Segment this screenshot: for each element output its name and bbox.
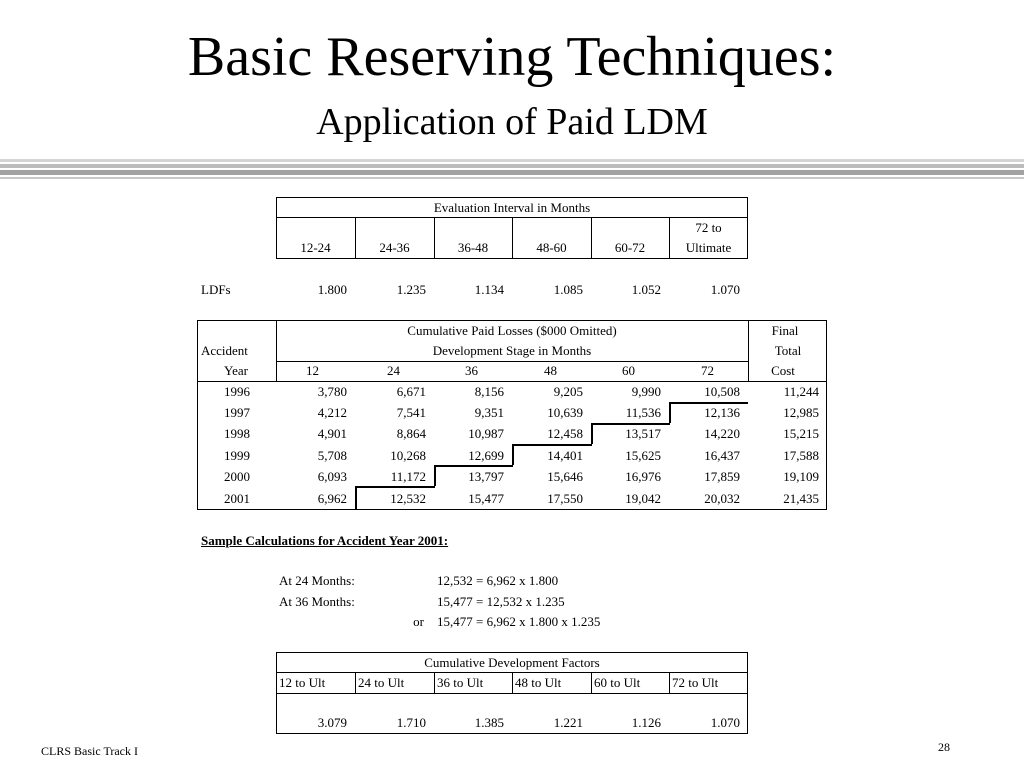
cell: 10,987 — [468, 426, 504, 441]
interval-column-last-line1: 72 to — [695, 220, 722, 235]
interval-column: 36-48 — [457, 240, 489, 255]
cell: 11,172 — [390, 469, 426, 484]
cell: 7,541 — [396, 405, 426, 420]
slide-title: Basic Reserving Techniques: — [187, 26, 837, 88]
final-cost-cell: 15,215 — [783, 426, 819, 441]
cdf-value: 1.710 — [396, 715, 426, 730]
final-cost-cell: 19,109 — [783, 469, 819, 484]
cdf-value: 1.385 — [474, 715, 504, 730]
row-year: 1997 — [224, 405, 250, 420]
cell: 6,962 — [317, 491, 347, 506]
cell: 19,042 — [625, 491, 661, 506]
cdf-column: 48 to Ult — [515, 675, 562, 690]
calc-formula: 15,477 = 12,532 x 1.235 — [437, 594, 565, 609]
interval-column: 12-24 — [300, 240, 331, 255]
cell: 10,268 — [390, 448, 426, 463]
row-year: 2000 — [224, 469, 250, 484]
evaluation-interval-header: Evaluation Interval in Months — [433, 200, 591, 215]
interval-column: 60-72 — [614, 240, 646, 255]
cell: 12,136 — [704, 405, 740, 420]
cell: 10,639 — [547, 405, 583, 420]
final-cost-cell: 11,244 — [783, 384, 819, 399]
cell: 12,699 — [468, 448, 504, 463]
cell: 9,990 — [631, 384, 661, 399]
page-number: 28 — [938, 740, 950, 754]
cdf-column: 72 to Ult — [672, 675, 719, 690]
interval-column: 48-60 — [536, 240, 567, 255]
cell: 4,212 — [317, 405, 347, 420]
cell: 9,351 — [474, 405, 504, 420]
cell: 11,536 — [625, 405, 661, 420]
cell: 17,859 — [704, 469, 740, 484]
triangle-header: Cumulative Paid Losses ($000 Omitted) — [407, 323, 617, 338]
row-year: 1996 — [224, 384, 250, 399]
cdf-column: 60 to Ult — [594, 675, 641, 690]
final-cost-cell: 17,588 — [783, 448, 819, 463]
ldf-value: 1.235 — [396, 282, 426, 297]
final-cost-cell: 12,985 — [783, 405, 819, 420]
interval-column: 24-36 — [379, 240, 410, 255]
cell: 5,708 — [317, 448, 347, 463]
final-cost-cell: 21,435 — [783, 491, 819, 506]
ldf-value: 1.052 — [631, 282, 661, 297]
ldf-value: 1.134 — [474, 282, 504, 297]
cell: 8,864 — [396, 426, 426, 441]
cdf-header: Cumulative Development Factors — [424, 655, 600, 670]
cell: 10,508 — [704, 384, 740, 399]
ldf-value: 1.085 — [553, 282, 583, 297]
cell: 16,437 — [704, 448, 740, 463]
cell: 3,780 — [317, 384, 347, 399]
calc-label: or — [413, 614, 424, 629]
final-cost-label: Final — [771, 323, 799, 338]
cell: 13,517 — [625, 426, 661, 441]
calc-formula: 15,477 = 6,962 x 1.800 x 1.235 — [437, 614, 601, 629]
cell: 4,901 — [317, 426, 347, 441]
cdf-value: 1.221 — [553, 715, 583, 730]
accident-year-label: Accident — [201, 343, 248, 358]
stage-label: 60 — [622, 363, 635, 378]
stage-label: 12 — [306, 363, 319, 378]
cell: 15,646 — [547, 469, 583, 484]
ldf-label: LDFs — [201, 282, 231, 297]
cell: 6,671 — [396, 384, 426, 399]
cdf-column: 12 to Ult — [279, 675, 326, 690]
cdf-column: 36 to Ult — [437, 675, 484, 690]
cell: 14,220 — [704, 426, 740, 441]
final-cost-label-3: Cost — [771, 363, 795, 378]
accident-year-label-2: Year — [224, 363, 248, 378]
calc-label: At 24 Months: — [279, 573, 355, 588]
ldf-value: 1.070 — [710, 282, 740, 297]
cell: 20,032 — [704, 491, 740, 506]
cell: 6,093 — [317, 469, 347, 484]
cell: 14,401 — [547, 448, 583, 463]
cell: 15,625 — [625, 448, 661, 463]
row-year: 1999 — [224, 448, 250, 463]
cdf-value: 1.070 — [710, 715, 740, 730]
cdf-column: 24 to Ult — [358, 675, 405, 690]
interval-column-last-line2: Ultimate — [685, 240, 732, 255]
sample-heading: Sample Calculations for Accident Year 2001: — [201, 533, 449, 548]
cell: 17,550 — [547, 491, 583, 506]
ldf-value: 1.800 — [317, 282, 347, 297]
cdf-value: 1.126 — [631, 715, 661, 730]
footer-label: CLRS Basic Track I — [41, 744, 139, 758]
cdf-value: 3.079 — [317, 715, 347, 730]
stage-label: 36 — [465, 363, 478, 378]
cell: 12,458 — [547, 426, 583, 441]
stage-label: 72 — [701, 363, 714, 378]
calc-label: At 36 Months: — [279, 594, 355, 609]
calc-formula: 12,532 = 6,962 x 1.800 — [437, 573, 559, 588]
triangle-subheader: Development Stage in Months — [432, 343, 592, 358]
cell: 13,797 — [468, 469, 504, 484]
row-year: 2001 — [224, 491, 250, 506]
slide-subtitle: Application of Paid LDM — [316, 101, 708, 143]
final-cost-label-2: Total — [774, 343, 802, 358]
row-year: 1998 — [224, 426, 250, 441]
cell: 8,156 — [474, 384, 504, 399]
cell: 15,477 — [468, 491, 504, 506]
cell: 9,205 — [553, 384, 583, 399]
cell: 12,532 — [390, 491, 426, 506]
cell: 16,976 — [625, 469, 661, 484]
stage-label: 48 — [544, 363, 557, 378]
stage-label: 24 — [387, 363, 400, 378]
